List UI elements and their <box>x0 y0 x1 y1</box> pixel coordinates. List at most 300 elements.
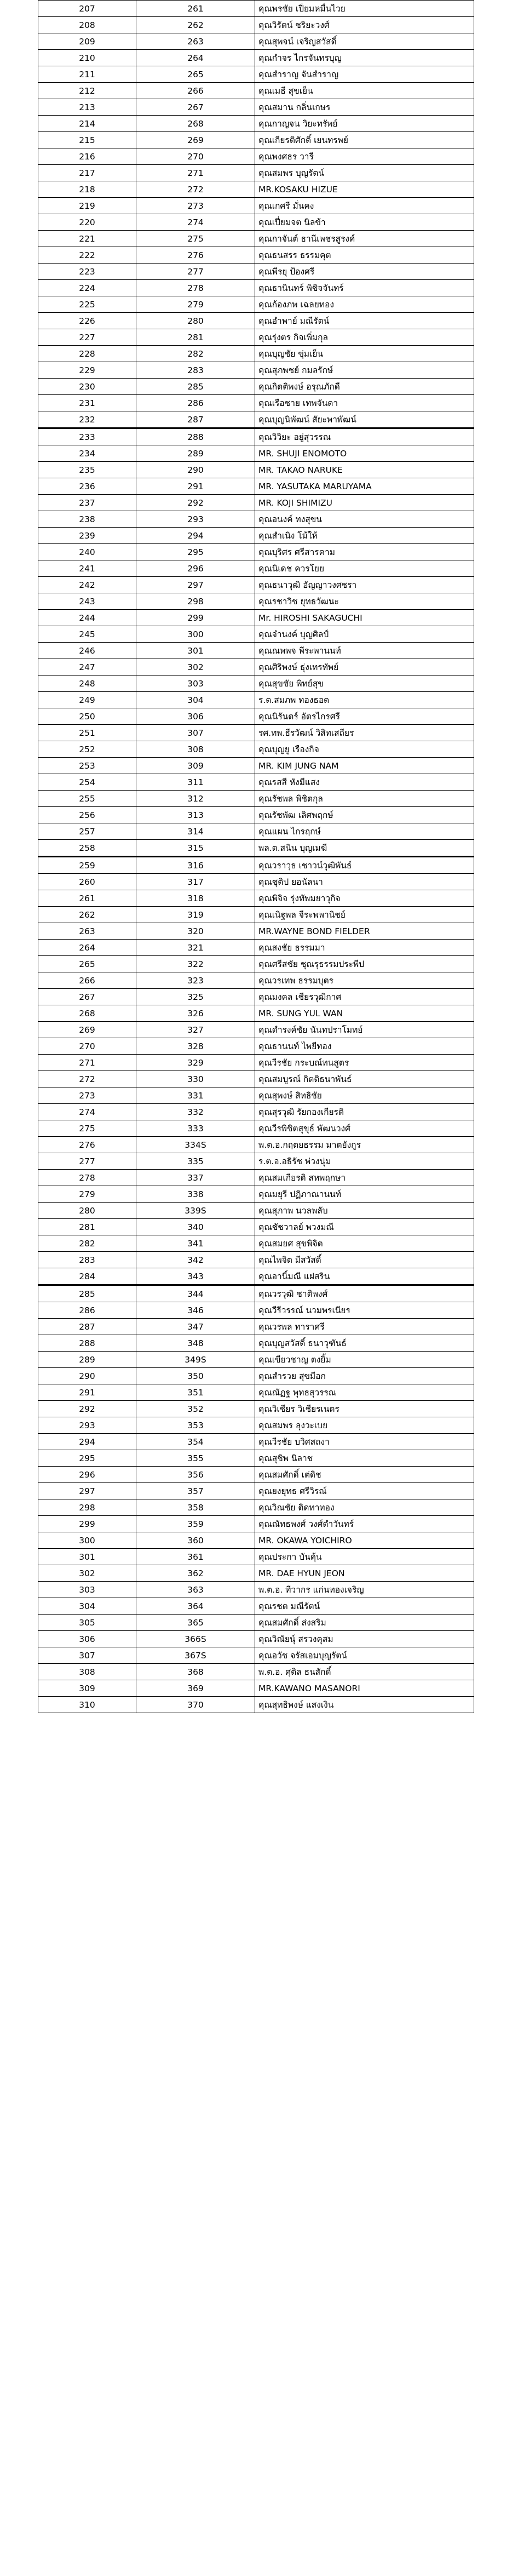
table-row <box>38 528 474 544</box>
member-name: คุณสมศักดิ์ เต่ดิช <box>255 1467 474 1483</box>
member-code: 356 <box>136 1467 255 1483</box>
row-number: 266 <box>38 972 136 989</box>
row-number: 286 <box>38 1302 136 1319</box>
table-row <box>38 1203 474 1219</box>
row-number: 208 <box>38 17 136 33</box>
member-name: คุณชัชวาลย์ พวงมณี <box>255 1219 474 1235</box>
table-row <box>38 1697 474 1713</box>
table-row <box>38 1532 474 1549</box>
row-number: 296 <box>38 1467 136 1483</box>
member-code: 273 <box>136 198 255 214</box>
member-name: คุณวิณชัย ติดทาทอง <box>255 1499 474 1516</box>
table-row <box>38 1450 474 1467</box>
row-number: 228 <box>38 346 136 362</box>
member-name: คุณบุญนิพัฒน์ สัยะพาพัฒน์ <box>255 411 474 428</box>
member-name: คุณอำพาย์ มณีรัตน์ <box>255 313 474 329</box>
member-table-body <box>38 1 474 1713</box>
table-row <box>38 1137 474 1153</box>
member-name: คุณธนสรร ธรรมคุต <box>255 247 474 264</box>
table-row <box>38 1120 474 1137</box>
member-code: 358 <box>136 1499 255 1516</box>
row-number: 273 <box>38 1087 136 1104</box>
member-code: 312 <box>136 791 255 807</box>
table-row <box>38 148 474 165</box>
member-name: MR. OKAWA YOICHIRO <box>255 1532 474 1549</box>
table-row <box>38 1368 474 1384</box>
table-row <box>38 989 474 1005</box>
row-number: 213 <box>38 99 136 116</box>
member-code: 314 <box>136 823 255 840</box>
member-code: 342 <box>136 1252 255 1268</box>
member-code: 277 <box>136 264 255 280</box>
row-number: 288 <box>38 1335 136 1352</box>
table-row <box>38 1 474 17</box>
table-row <box>38 313 474 329</box>
member-name: คุณมยุรี ปฏิภาณานนท์ <box>255 1186 474 1203</box>
member-name: คุณบุญยู เรืองกิจ <box>255 741 474 758</box>
member-name: คุณรัชพัฒ เลิศพฤกษ์ <box>255 807 474 823</box>
member-code: 317 <box>136 874 255 890</box>
table-row <box>38 1186 474 1203</box>
row-number: 276 <box>38 1137 136 1153</box>
table-row <box>38 1352 474 1368</box>
member-name: คุณรสสี หังมีแสง <box>255 774 474 791</box>
member-code: 344 <box>136 1285 255 1302</box>
member-name: คุณไพจิต มีสวัสดิ์ <box>255 1252 474 1268</box>
row-number: 308 <box>38 1664 136 1680</box>
table-row <box>38 741 474 758</box>
member-name: คุณเนิฐพล จีระพพานิชย์ <box>255 907 474 923</box>
member-code: 366S <box>136 1631 255 1647</box>
row-number: 209 <box>38 33 136 50</box>
table-row <box>38 972 474 989</box>
row-number: 281 <box>38 1219 136 1235</box>
table-row <box>38 659 474 676</box>
row-number: 261 <box>38 890 136 907</box>
table-row <box>38 1434 474 1450</box>
member-code: 298 <box>136 593 255 610</box>
member-name: Mr. HIROSHI SAKAGUCHI <box>255 610 474 626</box>
member-name: MR. KOJI SHIMIZU <box>255 495 474 511</box>
table-row <box>38 231 474 247</box>
member-code: 333 <box>136 1120 255 1137</box>
member-name: คุณบุญสวัสดิ์ ธนาวุฑันธ์ <box>255 1335 474 1352</box>
table-row <box>38 1170 474 1186</box>
member-code: 266 <box>136 83 255 99</box>
row-number: 270 <box>38 1038 136 1055</box>
member-code: 322 <box>136 956 255 972</box>
table-row <box>38 823 474 840</box>
table-row <box>38 379 474 395</box>
row-number: 302 <box>38 1565 136 1582</box>
member-name: คุณวีรชัย กระบณ์ทนสูตร <box>255 1055 474 1071</box>
table-row <box>38 1417 474 1434</box>
member-code: 351 <box>136 1384 255 1401</box>
table-row <box>38 774 474 791</box>
row-number: 300 <box>38 1532 136 1549</box>
member-code: 346 <box>136 1302 255 1319</box>
table-row <box>38 33 474 50</box>
table-row <box>38 1055 474 1071</box>
member-name: คุณวีรพิชิตสุขุธ์ พัฒนวงศ์ <box>255 1120 474 1137</box>
table-row <box>38 874 474 890</box>
member-code: 368 <box>136 1664 255 1680</box>
member-code: 353 <box>136 1417 255 1434</box>
table-row <box>38 1664 474 1680</box>
member-code: 267 <box>136 99 255 116</box>
member-name: คุณวรเทพ ธรรมบุตร <box>255 972 474 989</box>
row-number: 240 <box>38 544 136 560</box>
member-name: พ.ต.อ. ศุติล ธนสักดิ์ <box>255 1664 474 1680</box>
member-code: 276 <box>136 247 255 264</box>
member-code: 282 <box>136 346 255 362</box>
member-name: คุณเรือชาย เทพจันดา <box>255 395 474 411</box>
member-name: MR. DAE HYUN JEON <box>255 1565 474 1582</box>
table-row <box>38 1516 474 1532</box>
member-name: คุณณัฏฐ พุทธสุวรรณ <box>255 1384 474 1401</box>
row-number: 303 <box>38 1582 136 1598</box>
member-code: 265 <box>136 66 255 83</box>
row-number: 294 <box>38 1434 136 1450</box>
table-row <box>38 1104 474 1120</box>
row-number: 283 <box>38 1252 136 1268</box>
member-code: 364 <box>136 1598 255 1615</box>
row-number: 306 <box>38 1631 136 1647</box>
member-name: คุณเกศรี มั่นคง <box>255 198 474 214</box>
member-code: 330 <box>136 1071 255 1087</box>
row-number: 269 <box>38 1022 136 1038</box>
row-number: 207 <box>38 1 136 17</box>
table-row <box>38 1582 474 1598</box>
table-row <box>38 428 474 445</box>
row-number: 218 <box>38 181 136 198</box>
member-name: MR. SUNG YUL WAN <box>255 1005 474 1022</box>
row-number: 231 <box>38 395 136 411</box>
row-number: 247 <box>38 659 136 676</box>
member-code: 313 <box>136 807 255 823</box>
member-name: คุณศรีสชัย ชุณรุธรรมประพีป <box>255 956 474 972</box>
row-number: 278 <box>38 1170 136 1186</box>
member-code: 338 <box>136 1186 255 1203</box>
member-name: คุณอนงค์ ทงสุขน <box>255 511 474 528</box>
member-code: 301 <box>136 643 255 659</box>
table-row <box>38 1680 474 1697</box>
member-code: 355 <box>136 1450 255 1467</box>
table-row <box>38 165 474 181</box>
member-code: 297 <box>136 577 255 593</box>
member-name: คุณสุภพชย์ กมลรักษ์ <box>255 362 474 379</box>
row-number: 268 <box>38 1005 136 1022</box>
table-row <box>38 692 474 708</box>
member-code: 290 <box>136 462 255 478</box>
row-number: 299 <box>38 1516 136 1532</box>
member-name: คุณอวัช จรัสเอมบุญรัตน์ <box>255 1647 474 1664</box>
member-code: 274 <box>136 214 255 231</box>
member-name: คุณกำจร ไกรจันทรบุญ <box>255 50 474 66</box>
table-row <box>38 116 474 132</box>
member-code: 365 <box>136 1615 255 1631</box>
table-row <box>38 346 474 362</box>
row-number: 225 <box>38 296 136 313</box>
table-row <box>38 462 474 478</box>
table-row <box>38 840 474 857</box>
row-number: 271 <box>38 1055 136 1071</box>
table-row <box>38 478 474 495</box>
member-code: 292 <box>136 495 255 511</box>
row-number: 264 <box>38 940 136 956</box>
row-number: 279 <box>38 1186 136 1203</box>
table-row <box>38 725 474 741</box>
table-row <box>38 362 474 379</box>
member-name: คุณวิเชียร วิเชียรเนตร <box>255 1401 474 1417</box>
table-row <box>38 132 474 148</box>
table-row <box>38 1483 474 1499</box>
member-name: คุณณพพจ พีระพานนท์ <box>255 643 474 659</box>
row-number: 255 <box>38 791 136 807</box>
member-code: 275 <box>136 231 255 247</box>
row-number: 244 <box>38 610 136 626</box>
member-code: 334S <box>136 1137 255 1153</box>
member-name: คุณวิวิยะ อยู่สุวรรณ <box>255 428 474 445</box>
row-number: 305 <box>38 1615 136 1631</box>
table-row <box>38 1235 474 1252</box>
member-code: 326 <box>136 1005 255 1022</box>
member-name: คุณพรชัย เปี่ยมหมื่นไวย <box>255 1 474 17</box>
member-code: 293 <box>136 511 255 528</box>
row-number: 221 <box>38 231 136 247</box>
member-code: 352 <box>136 1401 255 1417</box>
table-row <box>38 610 474 626</box>
row-number: 215 <box>38 132 136 148</box>
member-name: คุณวราวุธ เชาวน์วุฒิพันธ์ <box>255 857 474 874</box>
member-name: คุณสงชัย ธรรมมา <box>255 940 474 956</box>
member-name: คุณกิตติพงษ์ อรุณภักดี <box>255 379 474 395</box>
table-row <box>38 807 474 823</box>
table-row <box>38 758 474 774</box>
table-row <box>38 247 474 264</box>
member-name: คุณวรวุฒิ ชาติพงศ์ <box>255 1285 474 1302</box>
row-number: 219 <box>38 198 136 214</box>
row-number: 298 <box>38 1499 136 1516</box>
table-row <box>38 280 474 296</box>
table-row <box>38 1384 474 1401</box>
table-row <box>38 83 474 99</box>
member-name: คุณพิจิจ รุ่งทัพมยาวุกิจ <box>255 890 474 907</box>
member-code: 348 <box>136 1335 255 1352</box>
member-name: คุณบุริศร ศรีสารคาม <box>255 544 474 560</box>
member-code: 270 <box>136 148 255 165</box>
member-code: 296 <box>136 560 255 577</box>
member-name: คุณธนาวุฒิ อัญญาวงศชรา <box>255 577 474 593</box>
row-number: 238 <box>38 511 136 528</box>
table-row <box>38 1252 474 1268</box>
member-name: คุณเมธี สุขเย็น <box>255 83 474 99</box>
row-number: 243 <box>38 593 136 610</box>
table-row <box>38 577 474 593</box>
member-name: คุณยงยุทธ ศรีวิรณ์ <box>255 1483 474 1499</box>
row-number: 275 <box>38 1120 136 1137</box>
member-code: 262 <box>136 17 255 33</box>
member-name: คุณศิริพงษ์ ธุ่งเทรทัพย์ <box>255 659 474 676</box>
table-row <box>38 1647 474 1664</box>
member-table <box>38 0 474 1713</box>
member-name: คุณสุชิพ นิลาช <box>255 1450 474 1467</box>
row-number: 224 <box>38 280 136 296</box>
member-name: ร.ต.อ.อธิรัช พ่วงนุ่ม <box>255 1153 474 1170</box>
member-code: 279 <box>136 296 255 313</box>
row-number: 301 <box>38 1549 136 1565</box>
member-name: คุณกาจันต์ ธานีเพชรสูรงค์ <box>255 231 474 247</box>
member-code: 341 <box>136 1235 255 1252</box>
member-name: คุณสุพจน์ เจริญสวัสดิ์ <box>255 33 474 50</box>
row-number: 229 <box>38 362 136 379</box>
row-number: 223 <box>38 264 136 280</box>
row-number: 246 <box>38 643 136 659</box>
row-number: 284 <box>38 1268 136 1285</box>
member-code: 271 <box>136 165 255 181</box>
member-code: 323 <box>136 972 255 989</box>
row-number: 249 <box>38 692 136 708</box>
member-code: 302 <box>136 659 255 676</box>
row-number: 236 <box>38 478 136 495</box>
member-name: คุณประกา บันคุ้น <box>255 1549 474 1565</box>
member-code: 350 <box>136 1368 255 1384</box>
table-row <box>38 99 474 116</box>
row-number: 287 <box>38 1319 136 1335</box>
table-row <box>38 1467 474 1483</box>
table-row <box>38 1022 474 1038</box>
row-number: 285 <box>38 1285 136 1302</box>
table-row <box>38 1319 474 1335</box>
member-name: คุณเปี่ยมจต นิลข้า <box>255 214 474 231</box>
member-name: คุณธานนท์ ไพยีทอง <box>255 1038 474 1055</box>
member-code: 354 <box>136 1434 255 1450</box>
member-name: คุณเขียวชาญ ตงยิ้ม <box>255 1352 474 1368</box>
member-name: พ.ต.อ. ทีวากร แก่นทองเจริญ <box>255 1582 474 1598</box>
member-code: 327 <box>136 1022 255 1038</box>
member-code: 329 <box>136 1055 255 1071</box>
member-name: MR. TAKAO NARUKE <box>255 462 474 478</box>
table-row <box>38 890 474 907</box>
member-name: MR. SHUJI ENOMOTO <box>255 445 474 462</box>
row-number: 274 <box>38 1104 136 1120</box>
table-row <box>38 1071 474 1087</box>
table-row <box>38 445 474 462</box>
member-name: คุณสำเนิง โม้ให้ <box>255 528 474 544</box>
member-code: 281 <box>136 329 255 346</box>
member-name: คุณบุญชัย ขุ่มเย็น <box>255 346 474 362</box>
member-name: MR.KAWANO MASANORI <box>255 1680 474 1697</box>
row-number: 254 <box>38 774 136 791</box>
row-number: 280 <box>38 1203 136 1219</box>
table-row <box>38 1268 474 1285</box>
member-name: คุณพงศธร วารี <box>255 148 474 165</box>
row-number: 293 <box>38 1417 136 1434</box>
table-row <box>38 198 474 214</box>
table-row <box>38 708 474 725</box>
member-name: คุณรัชพล พิชิตกุล <box>255 791 474 807</box>
member-name: คุณวีรีวรรณ์ นวมพรเนียร <box>255 1302 474 1319</box>
table-row <box>38 940 474 956</box>
row-number: 260 <box>38 874 136 890</box>
member-code: 332 <box>136 1104 255 1120</box>
member-name: คุณสำรวย สุขมีอก <box>255 1368 474 1384</box>
member-name: คุณนิรันตร์ อัตรไกรศรี <box>255 708 474 725</box>
member-code: 294 <box>136 528 255 544</box>
member-code: 285 <box>136 379 255 395</box>
row-number: 259 <box>38 857 136 874</box>
member-name: คุณรุ่งตร กิจเพิ่มกุล <box>255 329 474 346</box>
table-row <box>38 676 474 692</box>
member-code: 280 <box>136 313 255 329</box>
row-number: 242 <box>38 577 136 593</box>
member-code: 304 <box>136 692 255 708</box>
table-row <box>38 1549 474 1565</box>
member-name: คุณรชต มณีรัตน์ <box>255 1598 474 1615</box>
table-row <box>38 511 474 528</box>
table-row <box>38 907 474 923</box>
row-number: 309 <box>38 1680 136 1697</box>
member-code: 359 <box>136 1516 255 1532</box>
member-name: คุณณัทธพงศ์ วงศ์ดำวันทร์ <box>255 1516 474 1532</box>
row-number: 216 <box>38 148 136 165</box>
row-number: 217 <box>38 165 136 181</box>
member-code: 369 <box>136 1680 255 1697</box>
row-number: 227 <box>38 329 136 346</box>
member-code: 335 <box>136 1153 255 1170</box>
row-number: 291 <box>38 1384 136 1401</box>
member-name: ร.ต.สมภพ ทองธอด <box>255 692 474 708</box>
table-row <box>38 857 474 874</box>
row-number: 277 <box>38 1153 136 1170</box>
member-code: 349S <box>136 1352 255 1368</box>
row-number: 212 <box>38 83 136 99</box>
row-number: 220 <box>38 214 136 231</box>
member-code: 295 <box>136 544 255 560</box>
row-number: 237 <box>38 495 136 511</box>
member-code: 272 <box>136 181 255 198</box>
member-code: 325 <box>136 989 255 1005</box>
member-name: คุณแผน ไกรฤกษ์ <box>255 823 474 840</box>
member-name: คุณอานิ์มณี แฝสริน <box>255 1268 474 1285</box>
member-code: 291 <box>136 478 255 495</box>
row-number: 282 <box>38 1235 136 1252</box>
row-number: 289 <box>38 1352 136 1368</box>
member-code: 283 <box>136 362 255 379</box>
member-code: 268 <box>136 116 255 132</box>
member-code: 263 <box>136 33 255 50</box>
table-row <box>38 181 474 198</box>
row-number: 290 <box>38 1368 136 1384</box>
member-code: 308 <box>136 741 255 758</box>
table-row <box>38 329 474 346</box>
member-name: คุณวีรชัย บวิศสถงา <box>255 1434 474 1450</box>
table-row <box>38 296 474 313</box>
table-row <box>38 1615 474 1631</box>
row-number: 310 <box>38 1697 136 1713</box>
row-number: 297 <box>38 1483 136 1499</box>
member-code: 311 <box>136 774 255 791</box>
member-code: 319 <box>136 907 255 923</box>
row-number: 248 <box>38 676 136 692</box>
row-number: 211 <box>38 66 136 83</box>
member-name: คุณสมพร ลุงวะเบย <box>255 1417 474 1434</box>
row-number: 307 <box>38 1647 136 1664</box>
table-row <box>38 544 474 560</box>
member-code: 367S <box>136 1647 255 1664</box>
table-row <box>38 923 474 940</box>
table-row <box>38 1219 474 1235</box>
